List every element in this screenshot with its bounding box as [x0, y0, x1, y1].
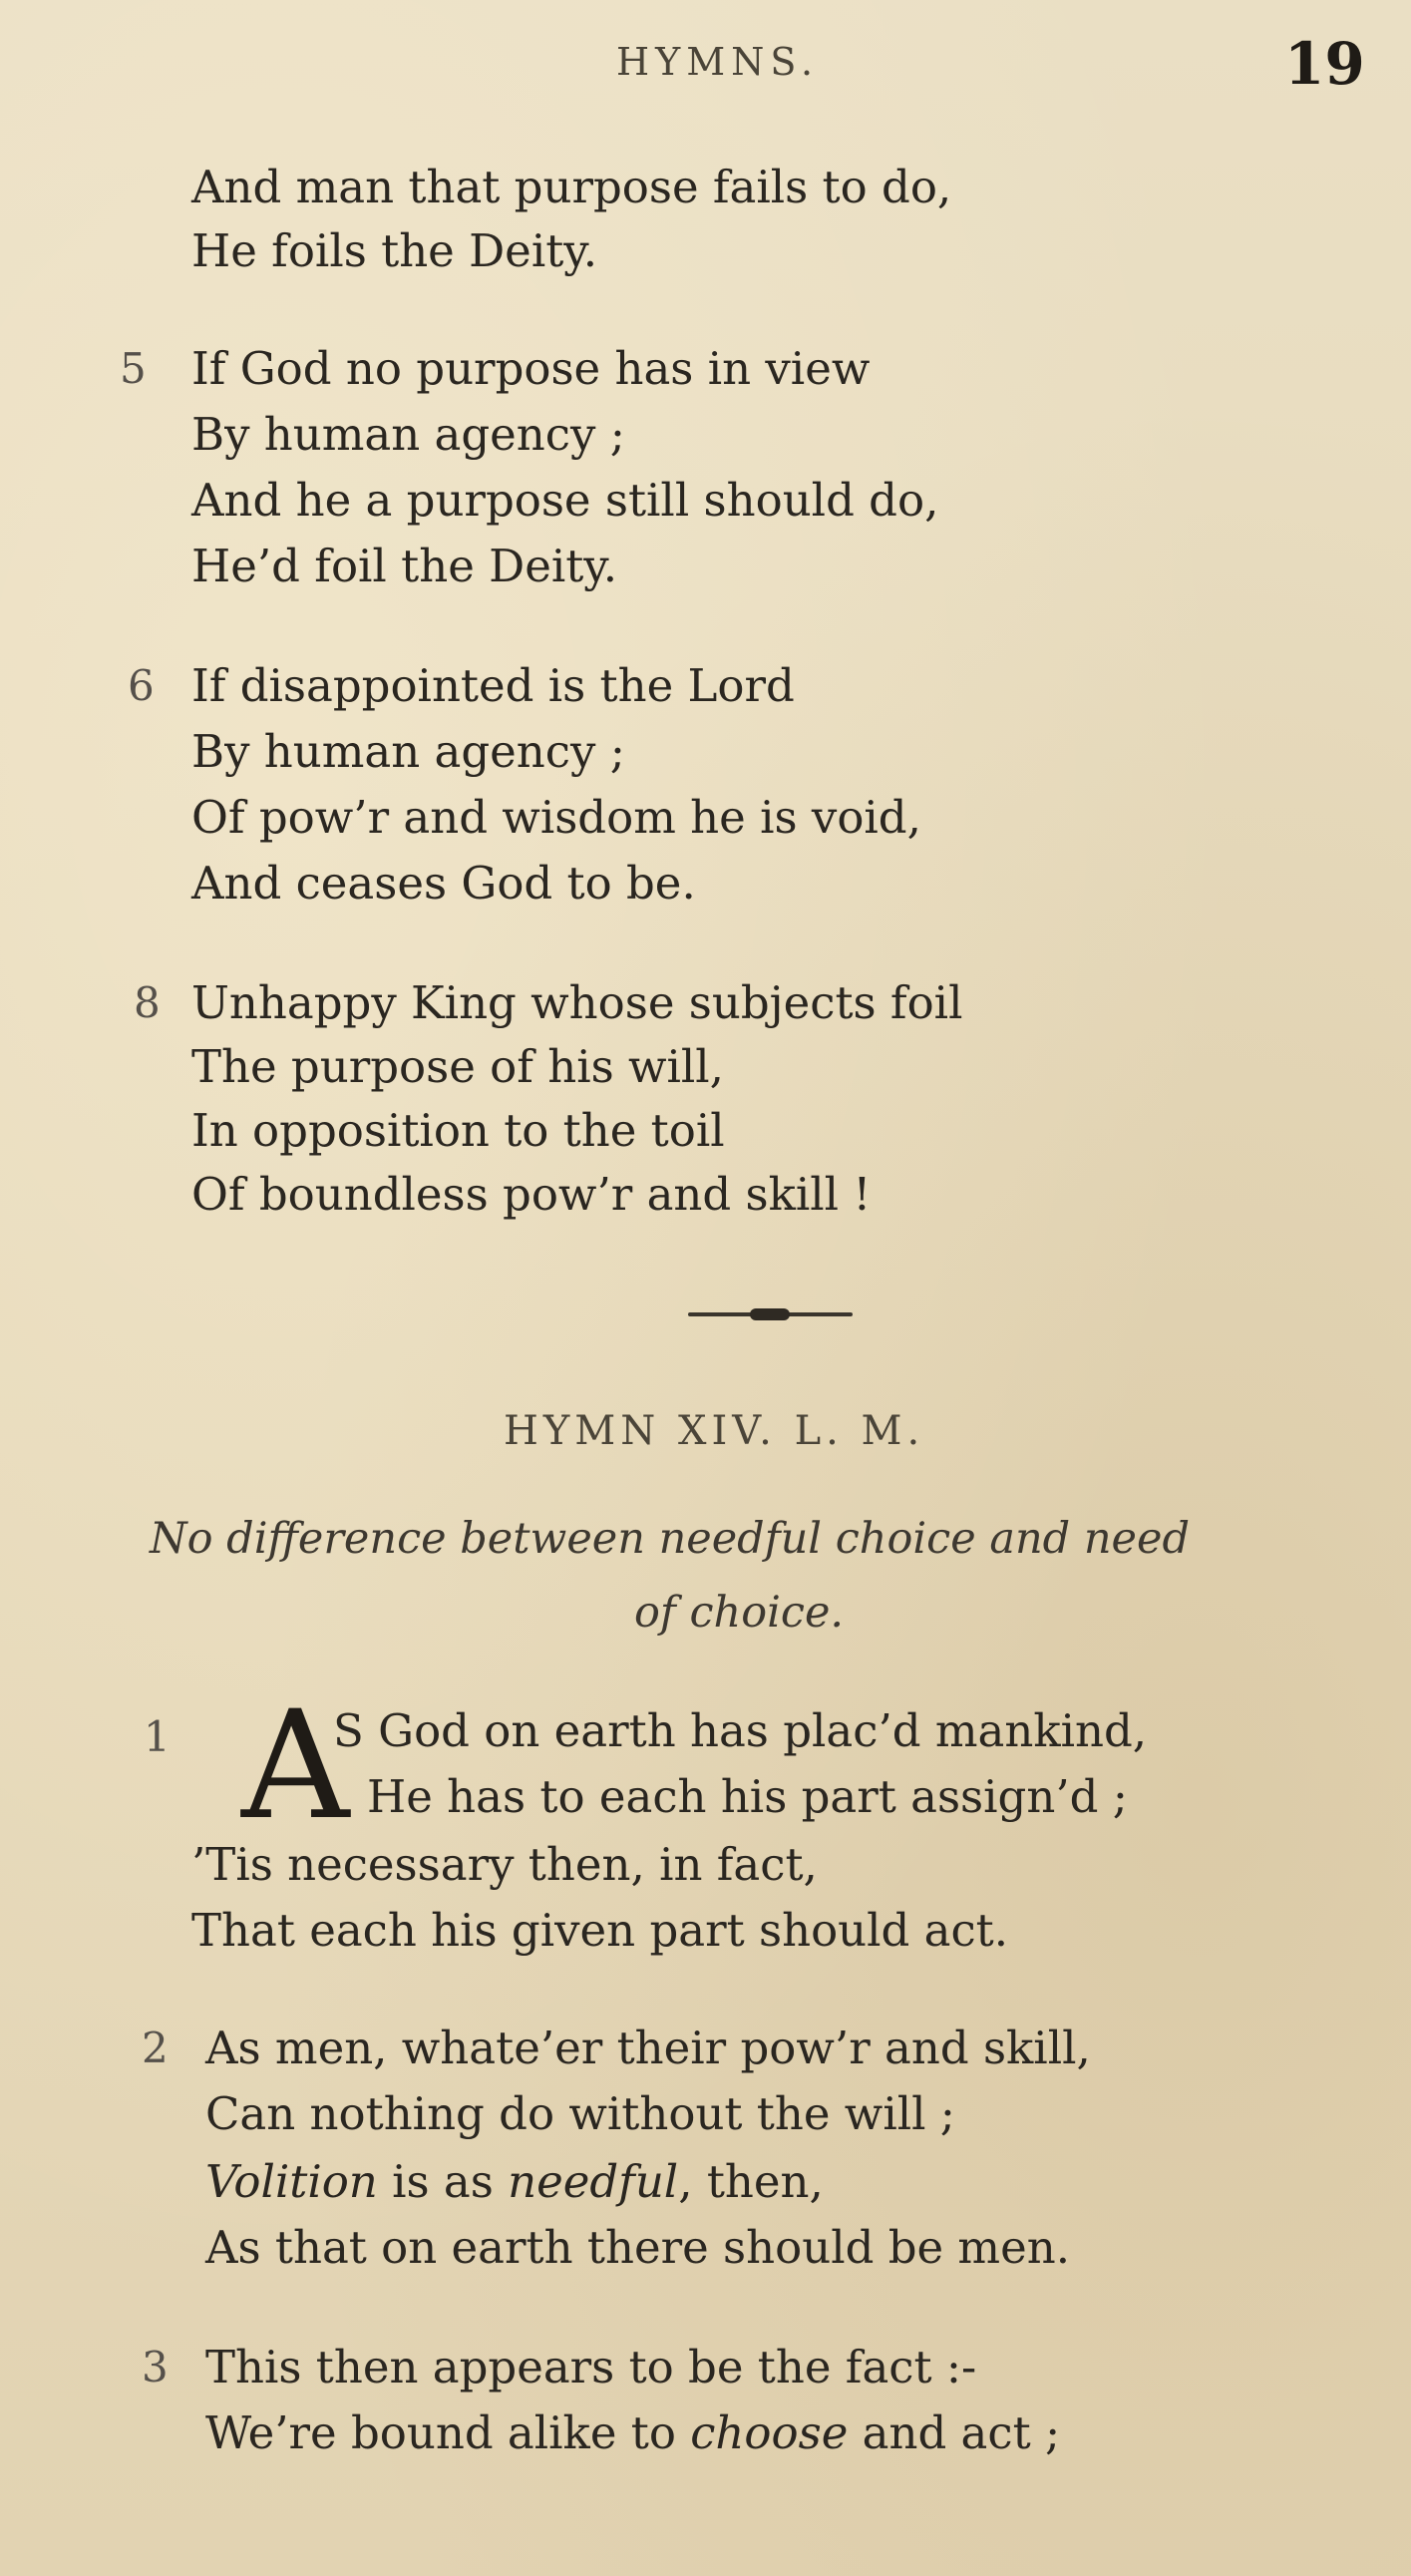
verse-line-mixed: [205, 2403, 1060, 2463]
verse-line: Of pow’r and wisdom he is void,: [191, 791, 921, 844]
stanza-number: 6: [128, 661, 155, 710]
verse-line: He foils the Deity.: [191, 224, 598, 277]
verse-line: That each his given part should act.: [191, 1904, 1009, 1957]
stanza-number: 8: [134, 978, 161, 1027]
verse-text: , then,: [678, 2155, 824, 2208]
stanza-number: 3: [142, 2343, 169, 2392]
verse-line: And man that purpose fails to do,: [191, 161, 952, 213]
verse-line: As that on earth there should be men.: [205, 2221, 1071, 2274]
verse-line: S God on earth has plac’d mankind,: [333, 1704, 1148, 1757]
hymn-subtitle-cont: of choice.: [634, 1588, 845, 1638]
verse-line: He has to each his part assign’d ;: [367, 1770, 1128, 1823]
verse-line: If God no purpose has in view: [191, 342, 871, 395]
hymn-title: HYMN XIV. L. M.: [504, 1408, 925, 1454]
italic-word: choose: [690, 2406, 849, 2459]
hymn-subtitle: No difference between needful choice and need: [150, 1514, 1190, 1564]
stanza-number: 5: [120, 344, 147, 393]
ornamental-divider: [688, 1312, 853, 1316]
verse-line: If disappointed is the Lord: [191, 659, 795, 712]
italic-word: Volition: [205, 2155, 378, 2208]
verse-line: Of boundless pow’r and skill !: [191, 1168, 872, 1221]
verse-line: In opposition to the toil: [191, 1104, 725, 1157]
verse-text: is as: [377, 2155, 509, 2208]
verse-line: ’Tis necessary then, in fact,: [191, 1838, 818, 1891]
verse-line: This then appears to be the fact :-: [205, 2341, 977, 2393]
verse-line: The purpose of his will,: [191, 1040, 724, 1093]
italic-word: needful: [508, 2155, 679, 2208]
verse-line: He’d foil the Deity.: [191, 540, 618, 592]
verse-text: We’re bound alike to: [205, 2406, 691, 2459]
drop-cap: A: [241, 1679, 350, 1853]
verse-line: Can nothing do without the will ;: [205, 2087, 955, 2140]
running-title: HYMNS.: [616, 40, 820, 84]
stanza-number: 2: [142, 2024, 169, 2072]
verse-line: And ceases God to be.: [191, 857, 696, 910]
verse-line: By human agency ;: [191, 408, 625, 461]
stanza-number: 1: [144, 1712, 171, 1761]
verse-text: and act ;: [848, 2406, 1061, 2459]
verse-line: Unhappy King whose subjects foil: [191, 976, 963, 1029]
page-number: 19: [1284, 30, 1365, 98]
verse-line-mixed: [205, 2152, 824, 2212]
verse-line: And he a purpose still should do,: [191, 474, 939, 527]
verse-line: As men, whate’er their pow’r and skill,: [205, 2022, 1091, 2074]
verse-line: By human agency ;: [191, 725, 625, 778]
